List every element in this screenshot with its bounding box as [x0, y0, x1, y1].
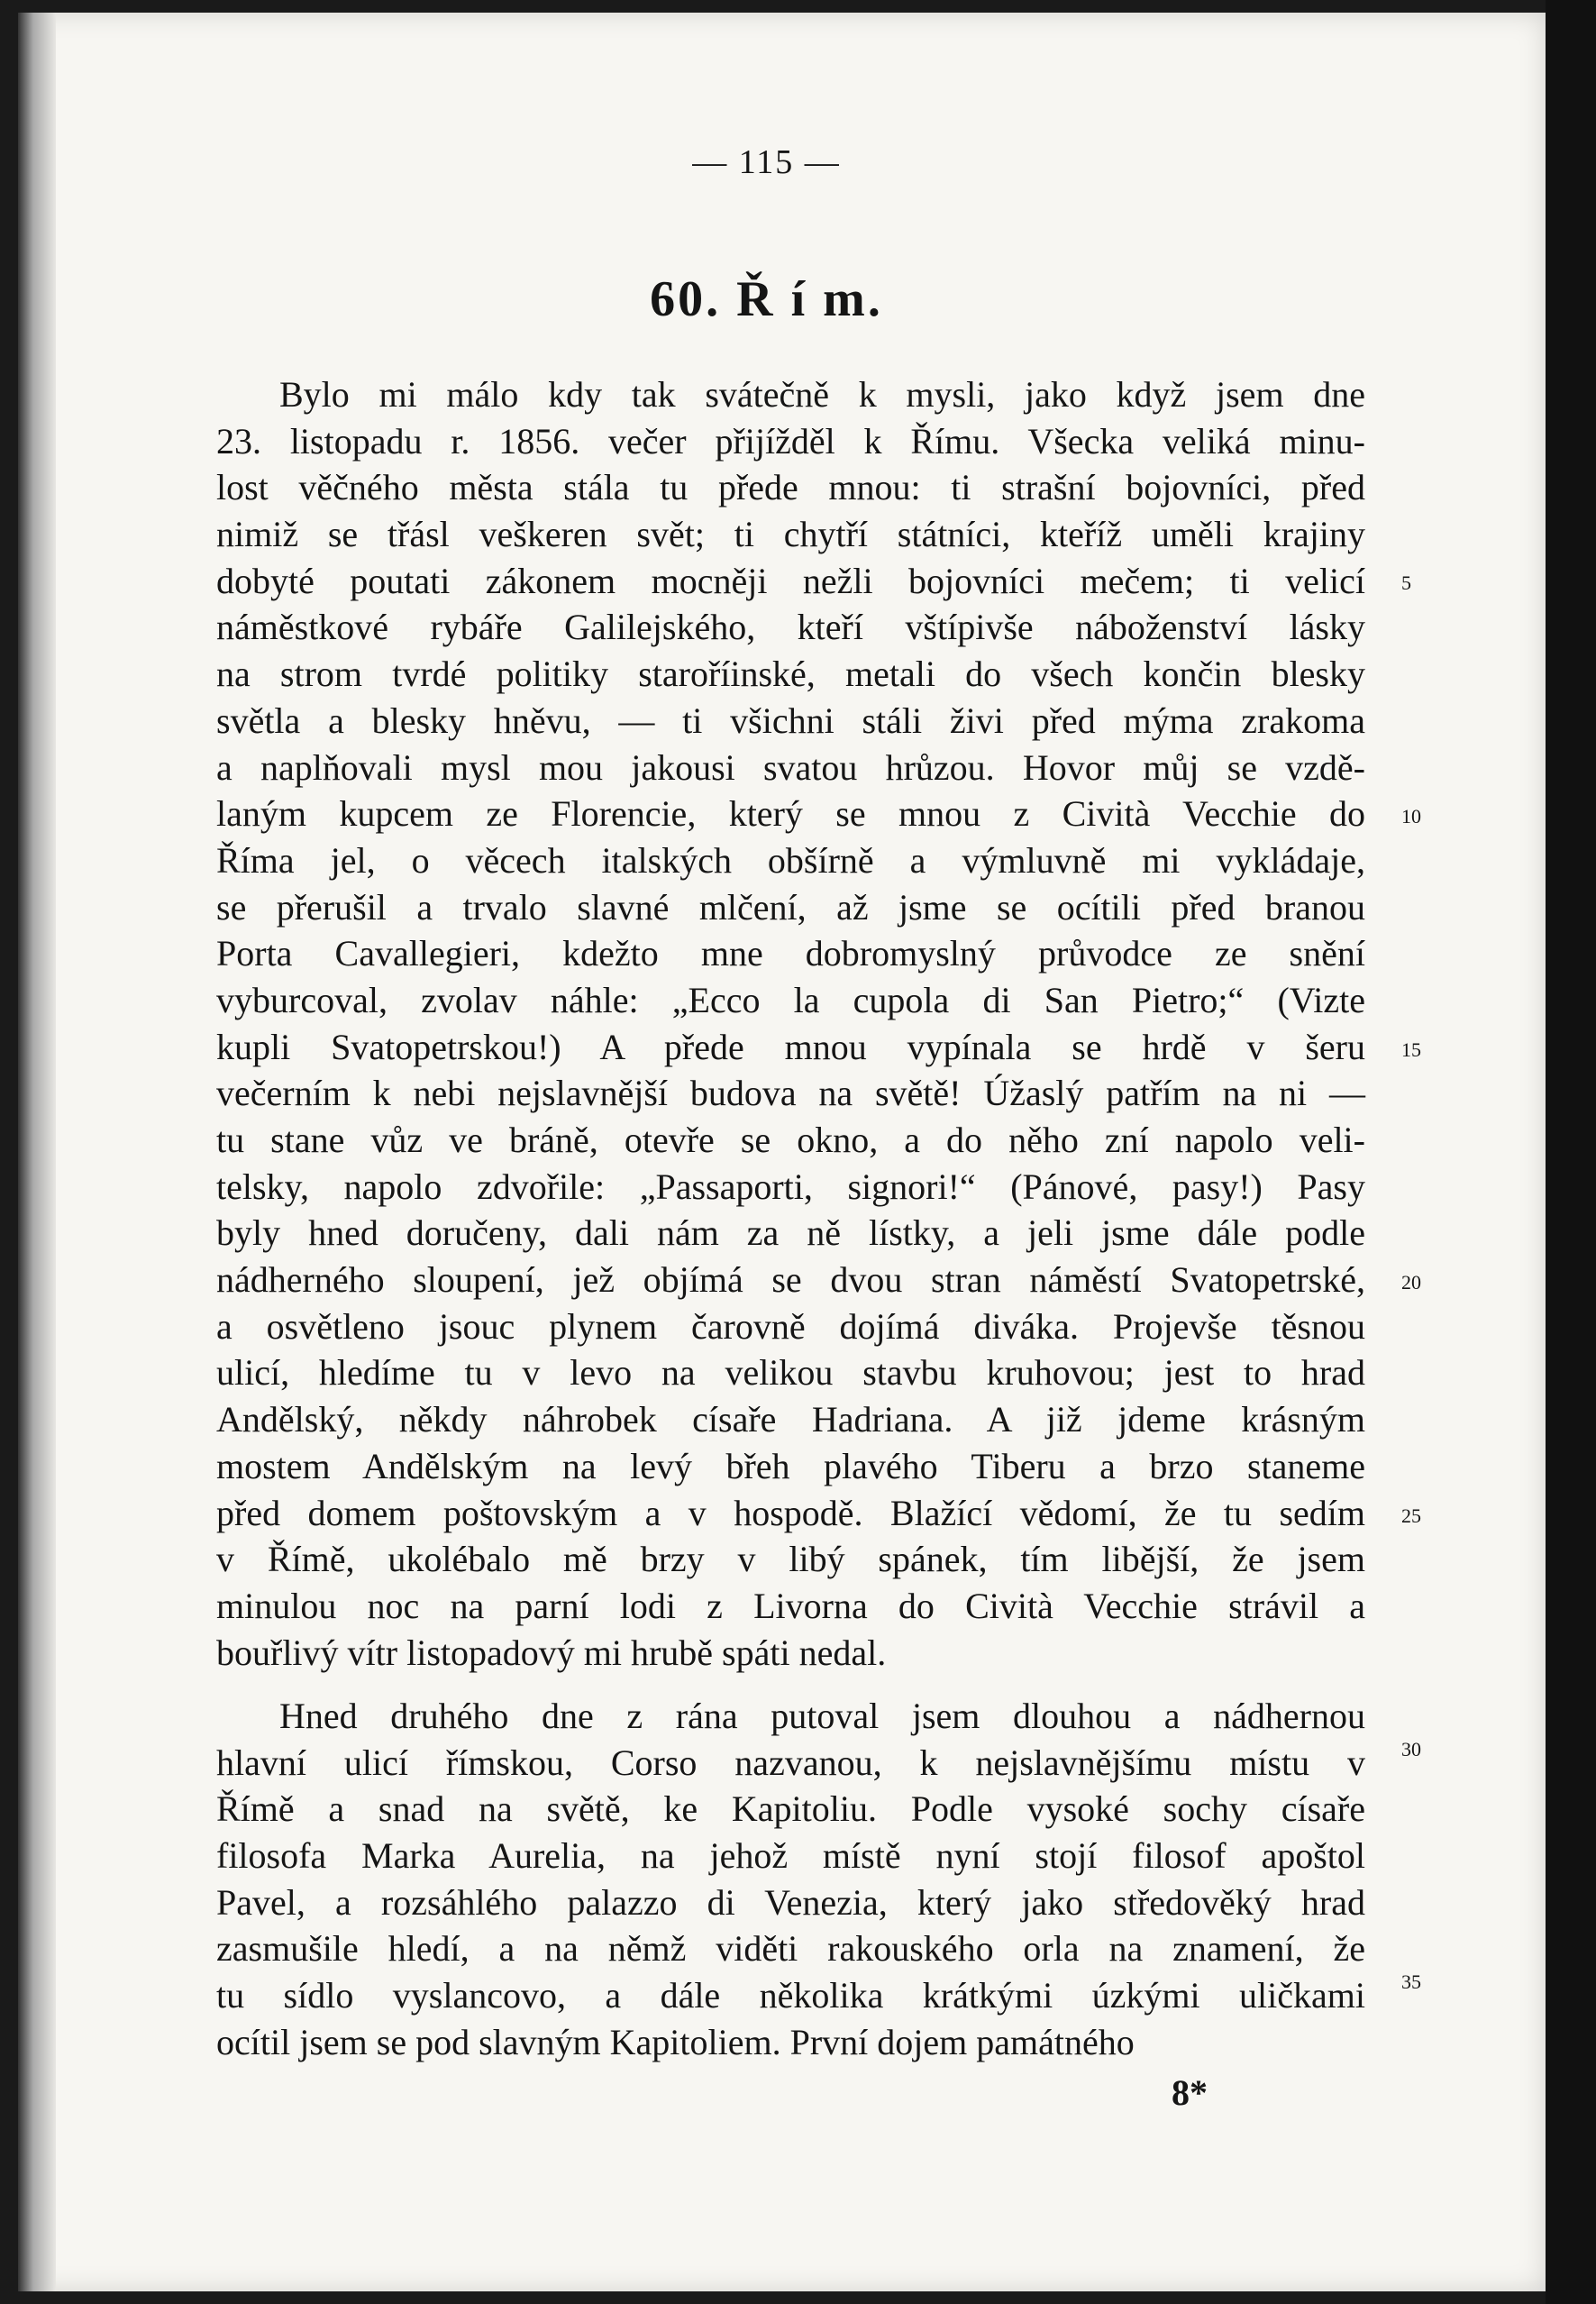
text-line: a osvětleno jsouc plynem čarovně dojímá diváka. Projevše těsnou: [216, 1305, 1365, 1347]
text-line: Hned druhého dne z rána putoval jsem dlouhou a nádhernou: [279, 1696, 1365, 1736]
text-line: vyburcoval, zvolav náhle: „Ecco la cupola di San Pietro;“ (Vizte: [216, 979, 1365, 1020]
text-line: dobyté poutati zákonem mocněji nežli bojovníci mečem; ti velicí: [216, 560, 1365, 601]
text-line: v Římě, ukolébalo mě brzy v libý spánek, tím libější, že jsem: [216, 1539, 1365, 1580]
page-header: — 115 —: [692, 143, 841, 181]
paragraph-2: [216, 1693, 1365, 2066]
line-number-10: 10: [1401, 805, 1421, 827]
text-line: filosofa Marka Aurelia, na jehož místě nyní stojí filosof apoštol: [216, 1835, 1365, 1877]
signature-mark: 8*: [1172, 2072, 1208, 2113]
text-line: nádherného sloupení, jež objímá se dvou stran náměstí Svatopetrské,: [216, 1259, 1365, 1301]
text-line: lost věčného města stála tu přede mnou: ti strašní bojovníci, před: [216, 467, 1365, 508]
text-line: tu stane vůz ve bráně, otevře se okno, a do něho zní napolo veli-: [216, 1120, 1365, 1160]
text-line: a naplňovali mysl mou jakousi svatou hrůzou. Hovor můj se vzdě-: [216, 746, 1365, 788]
text-line: kupli Svatopetrskou!) A přede mnou vypínala se hrdě v šeru: [216, 1026, 1365, 1067]
line-number-25: 25: [1401, 1504, 1421, 1527]
paragraph-1: [216, 371, 1365, 1676]
text-line: na strom tvrdé politiky staroříinské, metali do všech končin blesky: [216, 654, 1365, 695]
text-line: světla a blesky hněvu, — ti všichni stáli živi před mýma zrakoma: [216, 699, 1365, 741]
text-line: se přerušil a trvalo slavné mlčení, až jsme se ocítili před branou: [216, 886, 1365, 928]
text-line: minulou noc na parní lodi z Livorna do Cività Vecchie strávil a: [216, 1585, 1365, 1626]
text-line: laným kupcem ze Florencie, který se mnou z Cività Vecchie do: [216, 793, 1365, 835]
text-line: byly hned doručeny, dali nám za ně lístky, a jeli jsme dále podle: [216, 1212, 1365, 1254]
text-line: Římě a snad na světě, ke Kapitoliu. Podle vysoké sochy císaře: [216, 1788, 1365, 1830]
text-line: tu sídlo vyslancovo, a dále několika krátkými úzkými uličkami: [216, 1975, 1365, 2016]
text-line: 23. listopadu r. 1856. večer přijížděl k Římu. Všecka veliká minu-: [216, 420, 1365, 462]
scan-border: [1546, 0, 1596, 2304]
text-line: Bylo mi málo kdy tak svátečně k mysli, jako když jsem dne: [279, 374, 1365, 415]
book-spine-shadow: [18, 13, 56, 2291]
text-line: před domem poštovským a v hospodě. Blažící vědomí, že tu sedím: [216, 1492, 1365, 1533]
text-line: ulicí, hledíme tu v levo na velikou stavbu kruhovou; jest to hrad: [216, 1352, 1365, 1394]
text-line: Říma jel, o věcech italských obšírně a výmluvně mi vykládaje,: [216, 839, 1365, 881]
text-line: bouřlivý vítr listopadový mi hrubě spáti nedal.: [216, 1632, 887, 1673]
text-line: mostem Andělským na levý břeh plavého Tiberu a brzo staneme: [216, 1445, 1365, 1486]
text-line: Pavel, a rozsáhlého palazzo di Venezia, který jako středověký hrad: [216, 1881, 1365, 1923]
text-line: Andělský, někdy náhrobek císaře Hadriana. A již jdeme krásným: [216, 1399, 1365, 1440]
line-number-35: 35: [1401, 1970, 1421, 1993]
line-number-5: 5: [1401, 571, 1411, 594]
text-line: ocítil jsem se pod slavným Kapitoliem. První dojem památného: [216, 2021, 1135, 2062]
text-line: zasmušile hledí, a na němž viděti rakouského orla na znamení, že: [216, 1928, 1365, 1970]
line-number-30: 30: [1401, 1738, 1421, 1760]
text-line: večerním k nebi nejslavnější budova na světě! Úžaslý patřím na ni —: [216, 1073, 1365, 1114]
text-line: nimiž se třásl veškeren svět; ti chytří státníci, kteříž uměli krajiny: [216, 514, 1365, 555]
text-line: telsky, napolo zdvořile: „Passaporti, signori!“ (Pánové, pasy!) Pasy: [216, 1166, 1365, 1207]
chapter-title: 60. Ř í m.: [650, 271, 883, 327]
line-number-15: 15: [1401, 1038, 1421, 1061]
text-line: hlavní ulicí římskou, Corso nazvanou, k nejslavnějšímu místu v: [216, 1742, 1365, 1783]
text-line: náměstkové rybáře Galilejského, kteří vštípivše náboženství lásky: [216, 607, 1365, 648]
line-number-20: 20: [1401, 1271, 1421, 1294]
text-line: Porta Cavallegieri, kdežto mne dobromyslný průvodce ze snění: [216, 933, 1365, 974]
